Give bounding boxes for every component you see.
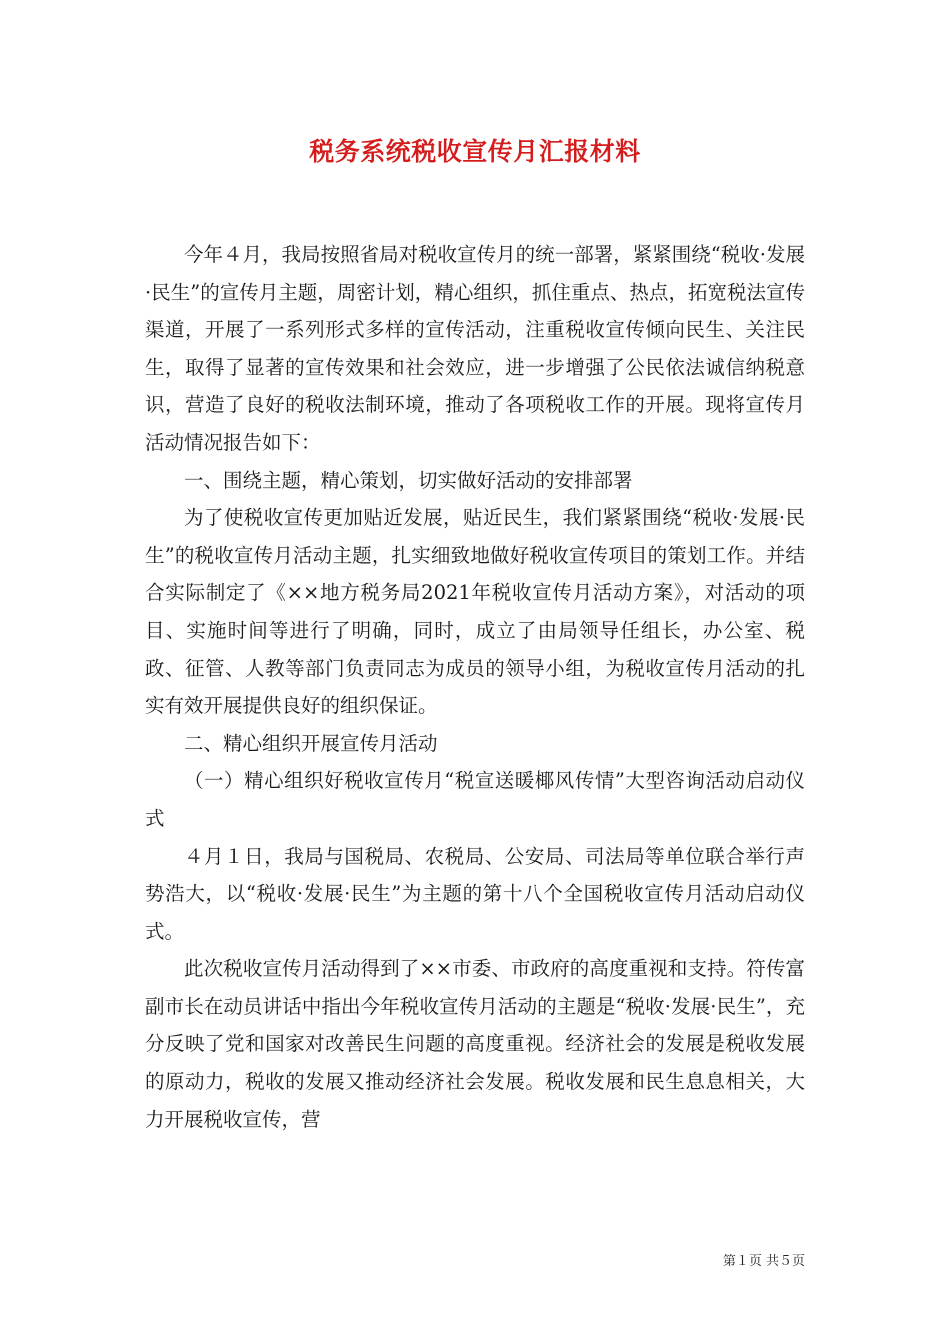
paragraph-support: 此次税收宣传月活动得到了××市委、市政府的高度重视和支持。符传富副市长在动员讲话中指出今年税收宣传月活动的主题是“税收·发展·民生”，充分反映了党和国家对改善民生问题的高度重视。经济社会的发展是税收发展的原动力，税收的发展又推动经济社会发展。税收发展和民生息息相关，大力开展税收宣传，营	[145, 957, 805, 1131]
document-body	[145, 236, 805, 1138]
paragraph-intro: 今年４月，我局按照省局对税收宣传月的统一部署，紧紧围绕“税收·发展·民生”的宣传月主题，周密计划，精心组织，抓住重点、热点，拓宽税法宣传渠道，开展了一系列形式多样的宣传活动，注重税收宣传倾向民生、关注民生，取得了显著的宣传效果和社会效应，进一步增强了公民依法诚信纳税意识，营造了良好的税收法制环境，推动了各项税收工作的开展。现将宣传月活动情况报告如下：	[145, 243, 805, 454]
document-title: 税务系统税收宣传月汇报材料	[309, 137, 641, 166]
paragraph-section-1: 为了使税收宣传更加贴近发展，贴近民生，我们紧紧围绕“税收·发展·民生”的税收宣传月活动主题，扎实细致地做好税收宣传项目的策划工作。并结合实际制定了《××地方税务局2021年税收宣传月活动方案》，对活动的项目、实施时间等进行了明确，同时，成立了由局领导任组长，办公室、税政、征管、人教等部门负责同志为成员的领导小组，为税收宣传月活动的扎实有效开展提供良好的组织保证。	[145, 506, 805, 718]
page-number: 第１页 共５页	[722, 1254, 805, 1269]
section-heading-2: 二、精心组织开展宣传月活动	[184, 731, 438, 755]
subsection-heading-1: （一）精心组织好税收宣传月“税宣送暖椰风传情”大型咨询活动启动仪式	[145, 769, 805, 830]
paragraph-launch: ４月１日，我局与国税局、农税局、公安局、司法局等单位联合举行声势浩大，以“税收·发展·民生”为主题的第十八个全国税收宣传月活动启动仪式。	[145, 844, 805, 943]
section-heading-1: 一、围绕主题，精心策划，切实做好活动的安排部署	[184, 468, 633, 492]
